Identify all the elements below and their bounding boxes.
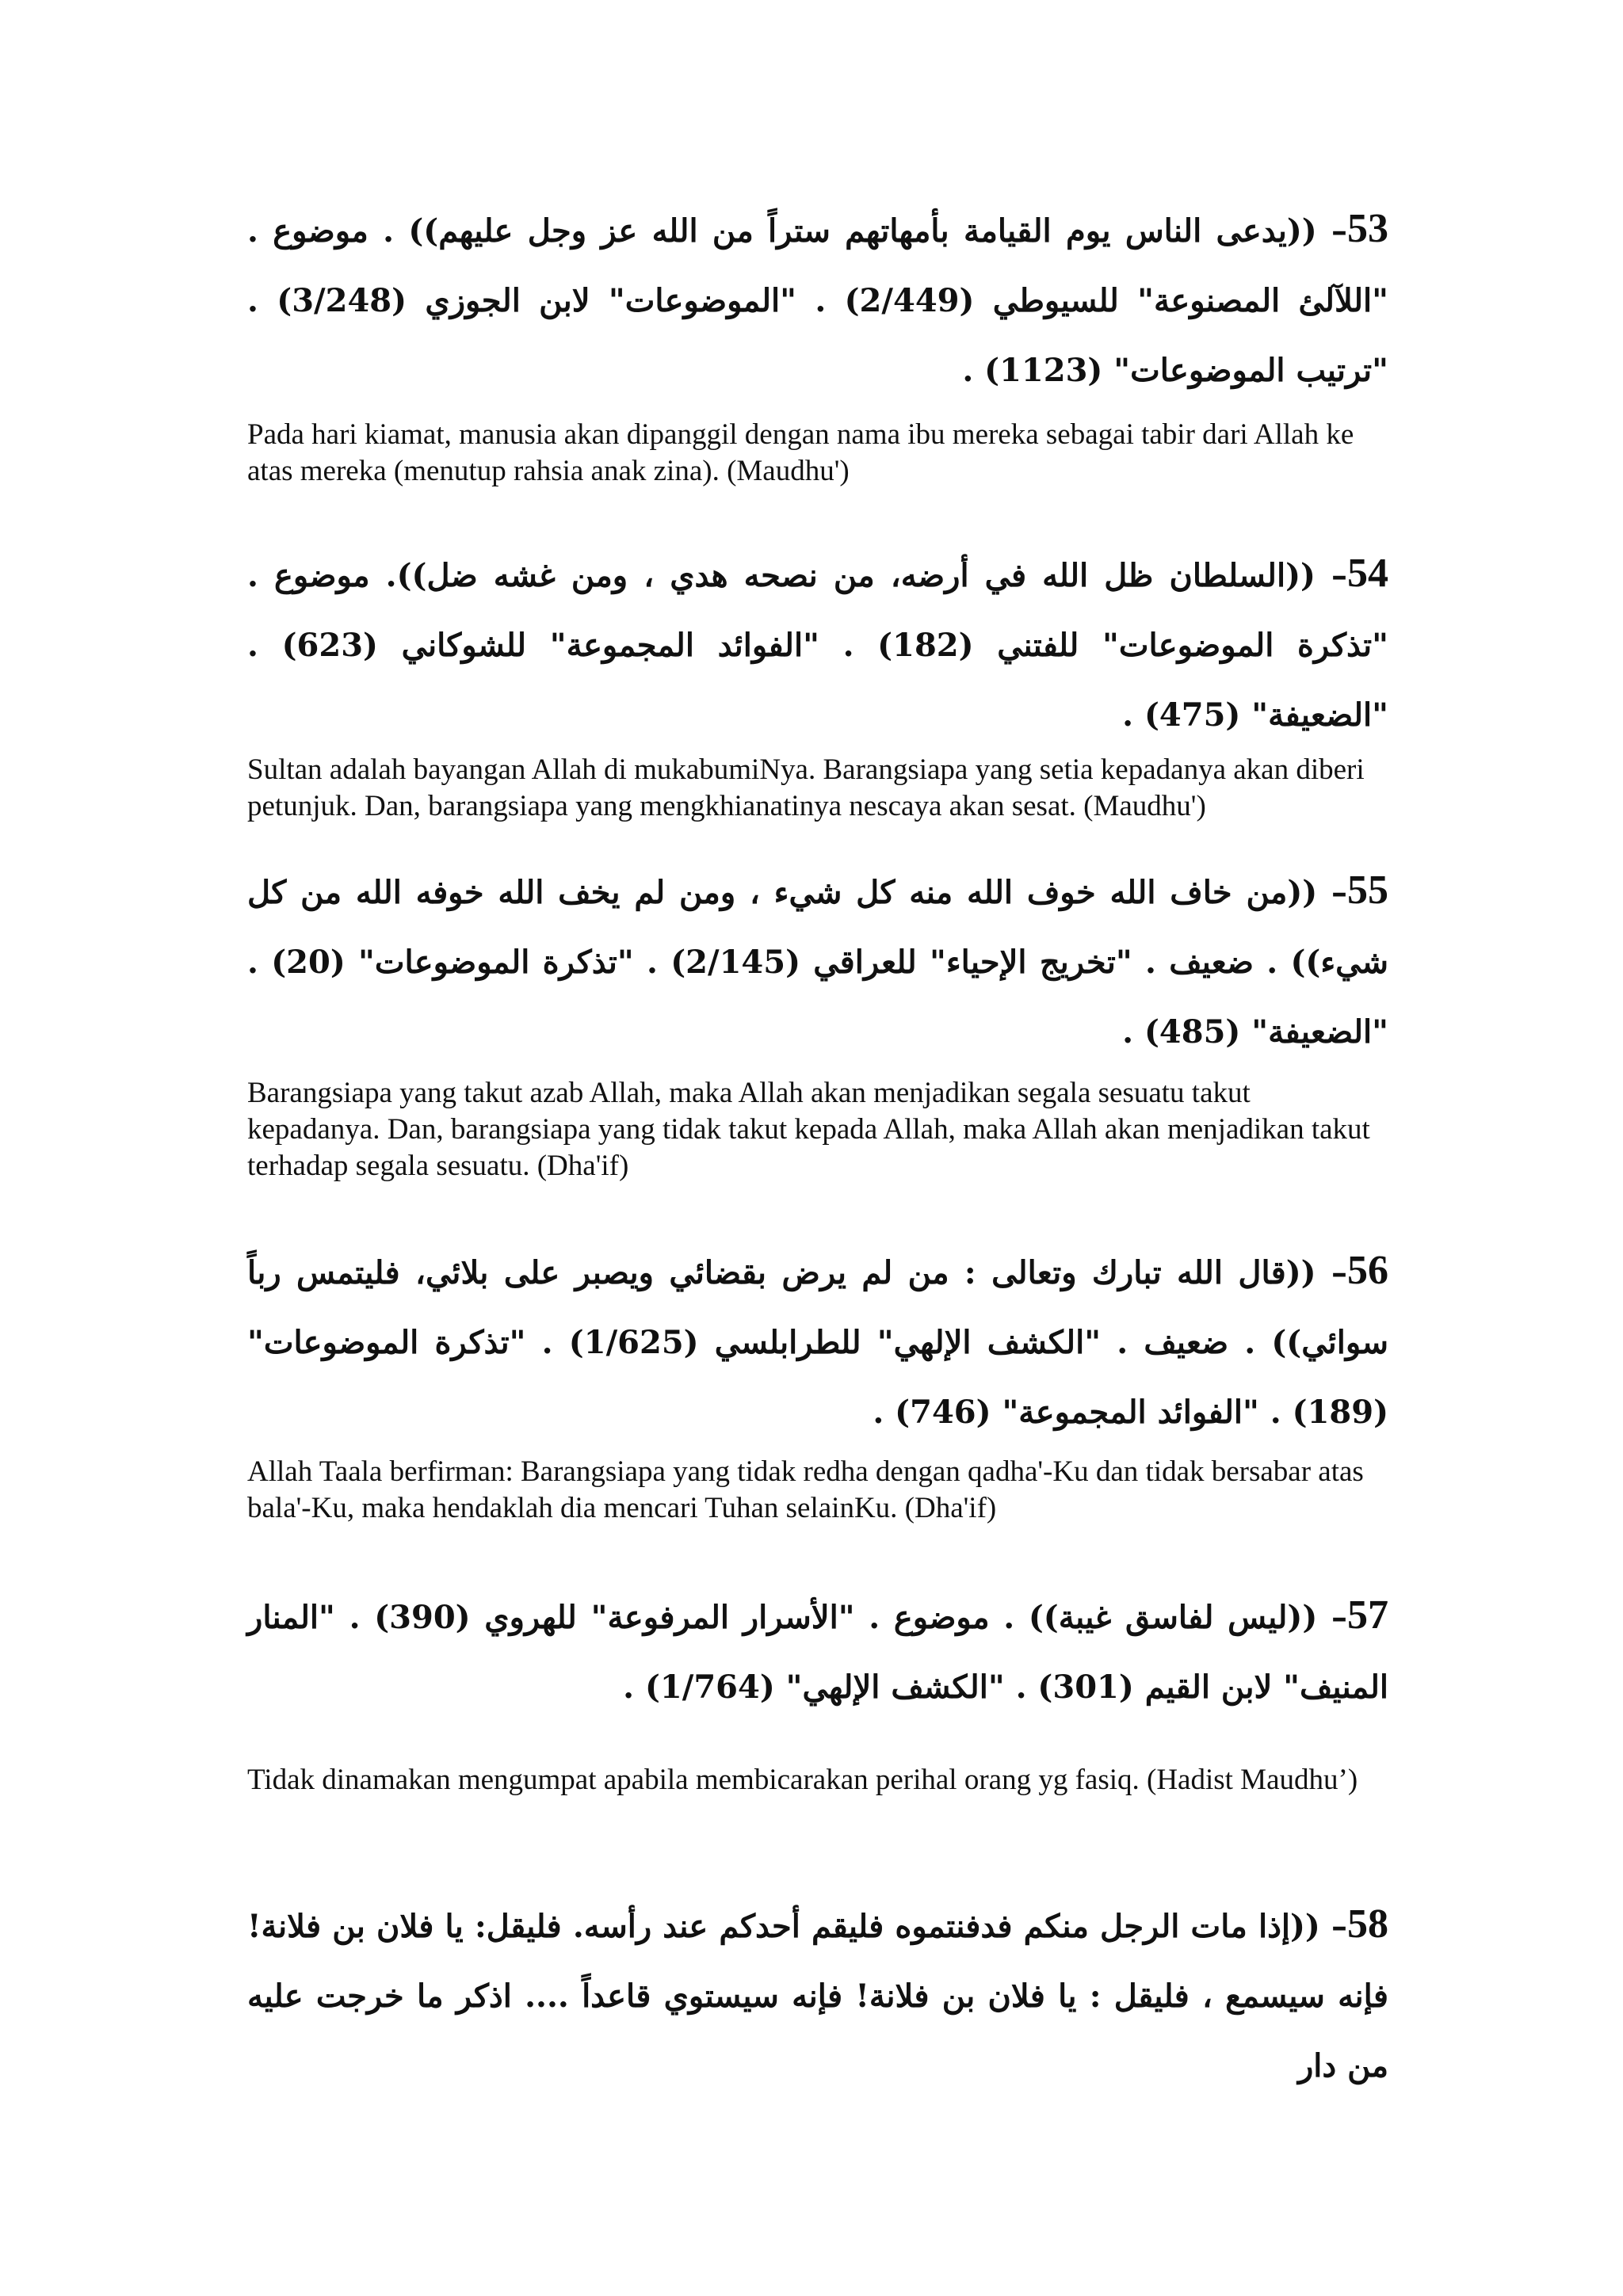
translation-text: Pada hari kiamat, manusia akan dipanggil dengan nama ibu mereka sebagai tabir dari Allah ke atas mereka (menutup rahsia anak zina). (Maudhu') bbox=[247, 418, 1354, 487]
hadith-entry-58 bbox=[247, 1890, 1388, 2101]
entry-number: 54 bbox=[1347, 551, 1388, 596]
hadith-entry-57 bbox=[247, 1581, 1388, 1798]
entry-number: 53 bbox=[1347, 206, 1388, 251]
hadith-entry-53 bbox=[247, 194, 1388, 490]
entry-number: 58 bbox=[1347, 1901, 1388, 1947]
arabic-body: – ((يدعى الناس يوم القيامة بأمهاتهم ستراً من الله عز وجل عليهم)) . موضوع . "اللآلئ المصنوعة" للسيوطي (2/449) . "الموضوعات" لابن الجوزي (3/248) . "ترتيب الموضوعات" (1123) . bbox=[247, 212, 1388, 389]
translation-text: Tidak dinamakan mengumpat apabila membicarakan perihal orang yg fasiq. (Hadist Maudhu’) bbox=[247, 1764, 1358, 1796]
translation-text: Allah Taala berfirman: Barangsiapa yang tidak redha dengan qadha'-Ku dan tidak bersabar atas bala'-Ku, maka hendaklah dia mencari Tuhan selainKu. (Dha'if) bbox=[247, 1455, 1364, 1524]
arabic-body: – ((قال الله تبارك وتعالى : من لم يرض بقضائي ويصبر على بلائي، فليتمس رباً سوائي)) . ضعيف . "الكشف الإلهي" للطرابلسي (1/625) . "تذكرة الموضوعات" (189) . "الفوائد المجموعة" (746) . bbox=[247, 1254, 1388, 1431]
translation-text: Barangsiapa yang takut azab Allah, maka Allah akan menjadikan segala sesuatu takut kepadanya. Dan, barangsiapa yang tidak takut kepada Allah, maka Allah akan menjadikan takut terhadap segala sesuatu. (Dha'if) bbox=[247, 1077, 1370, 1182]
entry-number: 56 bbox=[1347, 1248, 1388, 1293]
arabic-text bbox=[247, 539, 1388, 750]
arabic-text bbox=[247, 194, 1388, 406]
hadith-entry-56 bbox=[247, 1236, 1388, 1527]
arabic-text bbox=[247, 1236, 1388, 1447]
arabic-body: – ((ليس لفاسق غيبة)) . موضوع . "الأسرار المرفوعة" للهروي (390) . "المنار المنيف" لابن القيم (301) . "الكشف الإلهي" (1/764) . bbox=[247, 1599, 1388, 1706]
arabic-text bbox=[247, 1890, 1388, 2101]
entry-number: 57 bbox=[1347, 1592, 1389, 1638]
arabic-body: – ((من خاف الله خوف الله منه كل شيء ، ومن لم يخف الله خوفه الله من كل شيء)) . ضعيف . "تخريج الإحياء" للعراقي (2/145) . "تذكرة الموضوعات" (20) . "الضعيفة" (485) . bbox=[247, 874, 1388, 1051]
arabic-body: – ((إذا مات الرجل منكم فدفنتموه فليقم أحدكم عند رأسه. فليقل: يا فلان بن فلانة! فإنه سيسمع ، فليقل : يا فلان بن فلانة! فإنه سيستوي قاعداً .... اذكر ما خرجت عليه من دار bbox=[247, 1908, 1388, 2084]
arabic-text bbox=[247, 856, 1388, 1067]
hadith-entry-55 bbox=[247, 856, 1388, 1184]
arabic-text bbox=[247, 1581, 1388, 1722]
hadith-entry-54 bbox=[247, 539, 1388, 825]
arabic-body: – ((السلطان ظل الله في أرضه، من نصحه هدي ، ومن غشه ضل)). موضوع . "تذكرة الموضوعات" للفتني (182) . "الفوائد المجموعة" للشوكاني (623) . "الضعيفة" (475) . bbox=[247, 557, 1389, 734]
translation-text: Sultan adalah bayangan Allah di mukabumiNya. Barangsiapa yang setia kepadanya akan diberi petunjuk. Dan, barangsiapa yang mengkhianatinya nescaya akan sesat. (Maudhu') bbox=[247, 753, 1365, 822]
entry-number: 55 bbox=[1347, 868, 1388, 913]
